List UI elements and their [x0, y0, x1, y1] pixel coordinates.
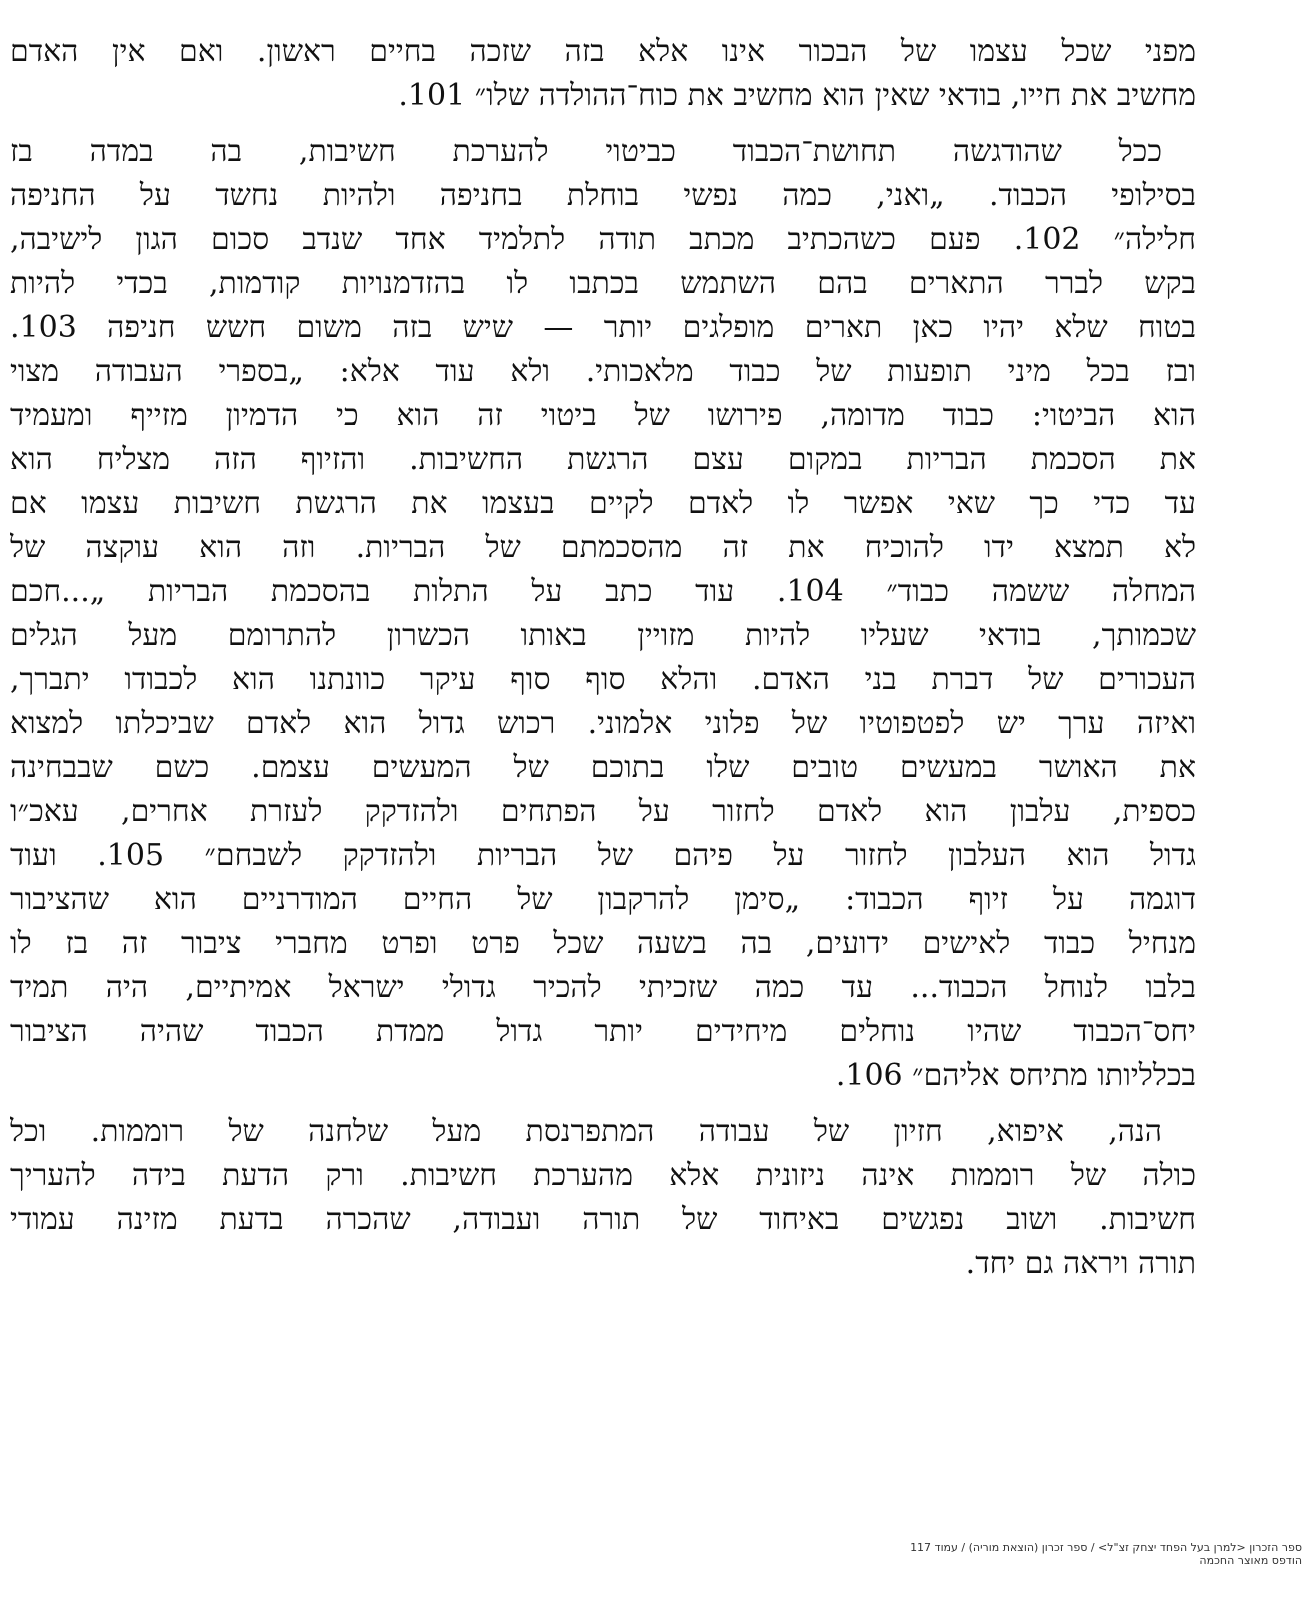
text-line: בלבו לנוחל הכבוד... עד כמה שזכיתי להכיר גדולי ישראל אמיתיים, היה תמיד: [10, 970, 1196, 1005]
text-line: מחשיב את חייו, בודאי שאין הוא מחשיב את כוח־ההולדה שלו״ 101.: [398, 78, 1196, 113]
text-line: דוגמה על זיוף הכבוד: „סימן להרקבון של החיים המודרניים הוא שהציבור: [10, 882, 1196, 917]
text-line: ככל שהודגשה תחושת־הכבוד כביטוי להערכת חשיבות, בה במדה בז: [10, 134, 1162, 169]
text-line: כולה של רוממות אינה ניזונית אלא מהערכת חשיבות. ורק הדעת בידה להעריך: [10, 1158, 1196, 1193]
text-line: חשיבות. ושוב נפגשים באיחוד של תורה ועבודה, שהכרה בדעת מזינה עמודי: [10, 1202, 1196, 1237]
text-line: את האושר במעשים טובים שלו בתוכם של המעשים עצמם. כשם שבבחינה: [10, 750, 1196, 785]
text-line: עד כדי כך שאי אפשר לו לאדם לקיים בעצמו את הרגשת חשיבות עצמו אם: [10, 486, 1196, 521]
text-line: ובז בכל מיני תופעות של כבוד מלאכותי. ולא עוד אלא: „בספרי העבודה מצוי: [10, 354, 1196, 389]
text-line: מפני שכל עצמו של הבכור אינו אלא בזה שזכה בחיים ראשון. ואם אין האדם: [10, 34, 1196, 69]
text-line: בכלליותו מתיחס אליהם״ 106.: [835, 1058, 1196, 1093]
paragraph-gap: [10, 118, 1196, 130]
text-line: יחס־הכבוד שהיו נוחלים מיחידים יותר גדול ממדת הכבוד שהיה הציבור: [10, 1014, 1196, 1049]
text-line: העכורים של דברת בני האדם. והלא סוף סוף עיקר כוונתנו הוא לכבודו יתברך,: [10, 662, 1196, 697]
paragraph-gap: [10, 1098, 1196, 1110]
paragraph: [10, 1110, 1196, 1286]
text-line: מנחיל כבוד לאישים ידועים, בה בשעה שכל פרט ופרט מחברי ציבור זה בז לו: [10, 926, 1196, 961]
paragraph: [10, 30, 1196, 118]
text-line: את הסכמת הבריות במקום עצם הרגשת החשיבות. והזיוף הזה מצליח הוא: [10, 442, 1196, 477]
text-line: הוא הביטוי: כבוד מדומה, פירושו של ביטוי זה הוא כי הדמיון מזייף ומעמיד: [10, 398, 1196, 433]
text-line: גדול הוא העלבון לחזור על פיהם של הבריות ולהזדקק לשבחם״ 105. ועוד: [10, 838, 1196, 873]
text-line: חלילה״ 102. פעם כשהכתיב מכתב תודה לתלמיד אחד שנדב סכום הגון לישיבה,: [10, 222, 1196, 257]
text-line: בקש לברר התארים בהם השתמש בכתבו לו בהזדמנויות קודמות, בכדי להיות: [10, 266, 1196, 301]
text-line: כספית, עלבון הוא לאדם לחזור על הפתחים ולהזדקק לעזרת אחרים, עאכ״ו: [10, 794, 1196, 829]
text-line: שכמותך, בודאי שעליו להיות מזויין באותו הכשרון להתרומם מעל הגלים: [10, 618, 1196, 653]
body-text: [10, 30, 1196, 1286]
print-source: הודפס מאוצר החכמה: [1199, 1554, 1302, 1567]
text-line: המחלה ששמה כבוד״ 104. עוד כתב על התלות בהסכמת הבריות „...חכם: [10, 574, 1196, 609]
text-line: ואיזה ערך יש לפטפוטיו של פלוני אלמוני. רכוש גדול הוא לאדם שביכלתו למצוא: [10, 706, 1196, 741]
paragraph: [10, 130, 1196, 1098]
page-footer: [602, 1541, 1302, 1567]
text-line: הנה, איפוא, חזיון של עבודה המתפרנסת מעל שלחנה של רוממות. וכל: [10, 1114, 1162, 1149]
source-citation: ספר הזכרון <למרן בעל הפחד יצחק זצ"ל> / ספר זכרון (הוצאת מוריה) / עמוד 117: [910, 1541, 1302, 1554]
text-line: בסילופי הכבוד. „ואני, כמה נפשי בוחלת בחניפה ולהיות נחשד על החניפה: [10, 178, 1196, 213]
text-line: לא תמצא ידו להוכיח את זה מהסכמתם של הבריות. וזה הוא עוקצה של: [10, 530, 1196, 565]
text-line: תורה ויראה גם יחד.: [965, 1246, 1196, 1281]
text-line: בטוח שלא יהיו כאן תארים מופלגים יותר — שיש בזה משום חשש חניפה 103.: [10, 310, 1196, 345]
